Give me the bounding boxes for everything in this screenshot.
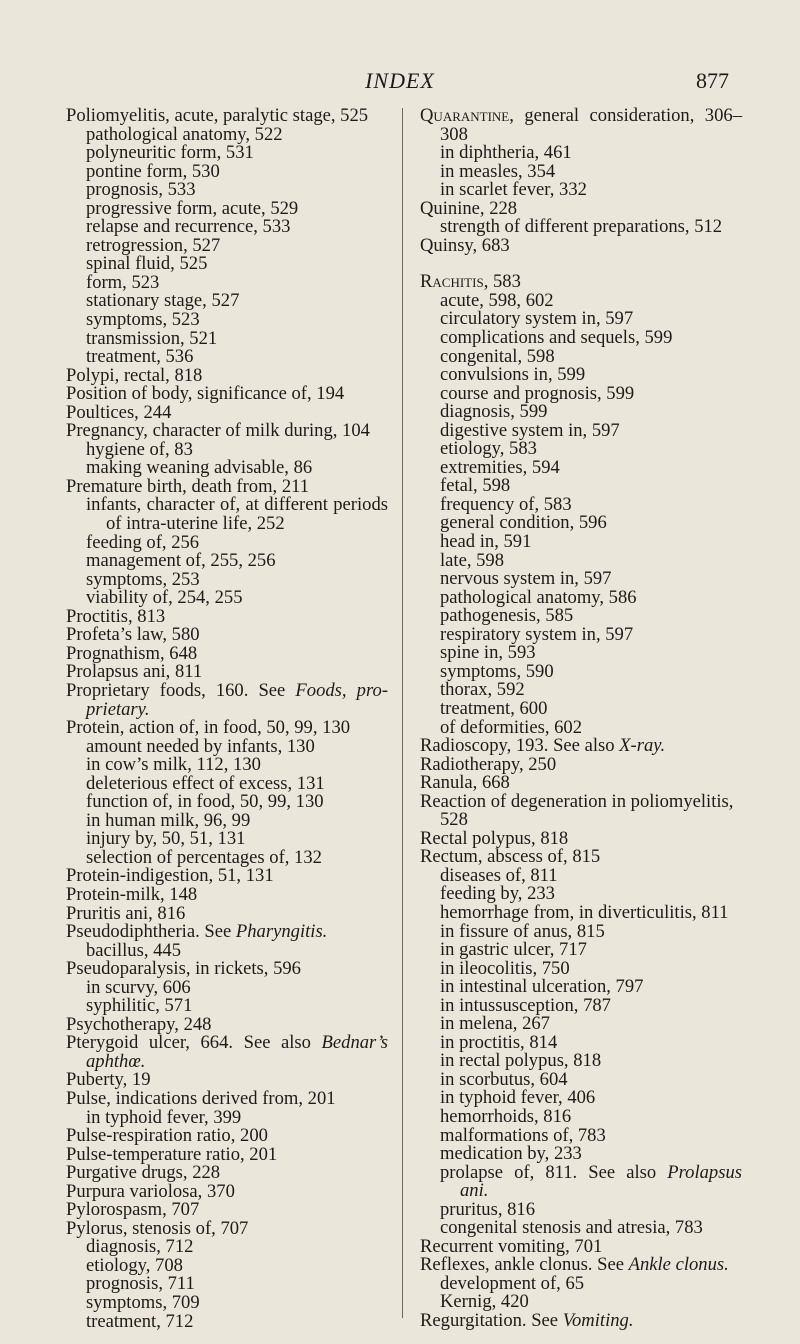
entry-text: , general consideration, 306–308 (440, 105, 742, 145)
entry-text: pruritus, 816 (440, 1198, 536, 1220)
entry-text: Rectal polypus, 818 (420, 827, 569, 849)
entry-text: treatment, 600 (440, 697, 548, 719)
entry-text: medication by, 233 (440, 1143, 582, 1165)
index-column-right (420, 107, 742, 1331)
entry-cross-reference: Vomiting. (562, 1310, 634, 1331)
entry-text: making weaning advisable, 86 (86, 457, 313, 479)
entry-text: Recurrent vomiting, 701 (420, 1235, 603, 1257)
entry-text: retrogression, 527 (86, 234, 221, 256)
entry-text: symptoms, 590 (440, 660, 554, 682)
entry-text: in rectal polypus, 818 (440, 1050, 602, 1072)
entry-heading-word: Rachitis (420, 271, 484, 293)
entry-heading-word: Quarantine (420, 105, 510, 126)
entry-text: in typhoid fever, 399 (86, 1106, 242, 1128)
entry-text: infants, character of, at different periods of intra-uterine life, 252 (86, 494, 388, 535)
entry-text: Radiotherapy, 250 (420, 753, 557, 775)
entry-text: diagnosis, 712 (86, 1236, 194, 1258)
page-header (0, 50, 800, 93)
entry-text: extremities, 594 (440, 456, 560, 478)
entry-text: hemorrhage from, in diverticulitis, 811 (440, 901, 729, 923)
entry-text: etiology, 708 (86, 1254, 183, 1276)
entry-text: Pseudoparalysis, in rickets, 596 (66, 958, 301, 980)
entry-text: Pylorospasm, 707 (66, 1199, 200, 1221)
entry-text: prognosis, 711 (86, 1273, 195, 1295)
entry-text: in typhoid fever, 406 (440, 1087, 596, 1109)
entry-text: in cow’s milk, 112, 130 (86, 754, 261, 776)
index-entry (66, 1310, 388, 1332)
entry-text: prognosis, 533 (86, 179, 196, 201)
entry-text: Protein, action of, in food, 50, 99, 130 (66, 717, 351, 739)
entry-text: deleterious effect of excess, 131 (86, 772, 325, 794)
entry-text: Pterygoid ulcer, 664. See also (66, 1032, 322, 1054)
entry-text: development of, 65 (440, 1272, 585, 1294)
entry-text: digestive system in, 597 (440, 419, 620, 441)
entry-text: in proctitis, 814 (440, 1031, 558, 1053)
entry-text: in scorbutus, 604 (440, 1068, 568, 1090)
entry-text: selection of percentages of, 132 (86, 846, 322, 868)
entry-text: convulsions in, 599 (440, 364, 586, 386)
entry-text: diagnosis, 599 (440, 401, 548, 423)
entry-text: Profeta’s law, 580 (66, 624, 200, 646)
entry-text: in scarlet fever, 332 (440, 179, 587, 201)
index-column-left (66, 107, 388, 1331)
page-number: 877 (696, 68, 729, 93)
entry-text: Pseudodiphtheria. See (66, 921, 236, 943)
entry-text: in measles, 354 (440, 160, 556, 182)
entry-text: management of, 255, 256 (86, 550, 276, 572)
entry-text: feeding by, 233 (440, 883, 555, 905)
entry-cross-reference: Bednar’s aphthœ. (86, 1032, 388, 1072)
entry-text: Reaction of degeneration in poliomyelitis, 528 (420, 790, 734, 831)
entry-text: Kernig, 420 (440, 1291, 529, 1313)
entry-text: Regurgitation. See (420, 1310, 563, 1331)
entry-text: in intussusception, 787 (440, 994, 611, 1016)
entry-text: symptoms, 523 (86, 309, 200, 331)
entry-text: symptoms, 709 (86, 1292, 200, 1313)
entry-text: frequency of, 583 (440, 493, 572, 515)
entry-text: Polypi, rectal, 818 (66, 364, 203, 386)
entry-text: nervous system in, 597 (440, 568, 612, 590)
entry-text: Protein-indigestion, 51, 131 (66, 865, 274, 887)
entry-text: Purpura variolosa, 370 (66, 1180, 235, 1202)
entry-text: transmission, 521 (86, 327, 218, 349)
entry-text: late, 598 (440, 549, 505, 571)
entry-text: Premature birth, death from, 211 (66, 475, 310, 497)
entry-text: pathogenesis, 585 (440, 605, 574, 627)
entry-text: pontine form, 530 (86, 160, 220, 182)
entry-text: head in, 591 (440, 531, 532, 553)
entry-text: in intestinal ulceration, 797 (440, 976, 644, 998)
entry-text: Radioscopy, 193. See also (420, 735, 620, 757)
entry-text: acute, 598, 602 (440, 289, 554, 311)
entry-text: complications and sequels, 599 (440, 327, 673, 349)
index-entry (66, 496, 388, 533)
entry-text: thorax, 592 (440, 679, 525, 701)
entry-text: injury by, 50, 51, 131 (86, 828, 246, 850)
entry-text: congenital stenosis and atresia, 783 (440, 1217, 703, 1239)
entry-text: strength of different preparations, 512 (440, 216, 723, 238)
entry-text: prolapse of, 811. See also (440, 1161, 668, 1183)
index-entry (66, 1034, 388, 1071)
entry-text: spine in, 593 (440, 642, 536, 664)
index-entry (420, 1161, 742, 1202)
entry-text: circulatory system in, 597 (440, 308, 634, 330)
entry-text: pathological anatomy, 522 (86, 123, 283, 145)
entry-text: Prognathism, 648 (66, 642, 198, 664)
entry-text: Purgative drugs, 228 (66, 1162, 221, 1184)
entry-text: form, 523 (86, 271, 160, 293)
column-divider (402, 108, 403, 1318)
index-entry (420, 107, 742, 144)
entry-text: in diphtheria, 461 (440, 142, 572, 164)
entry-text: Pulse-temperature ratio, 201 (66, 1143, 278, 1165)
entry-text: Quinsy, 683 (420, 234, 510, 256)
entry-text: in gastric ulcer, 717 (440, 939, 587, 961)
entry-text: Pregnancy, character of milk during, 104 (66, 420, 370, 442)
entry-text: bacillus, 445 (86, 939, 182, 961)
entry-text: Psychotherapy, 248 (66, 1013, 212, 1035)
entry-text: of deformities, 602 (440, 716, 583, 738)
entry-text: progressive form, acute, 529 (86, 197, 299, 219)
entry-text: Protein-milk, 148 (66, 883, 198, 905)
entry-text: viability of, 254, 255 (86, 587, 243, 609)
entry-text: Rectum, abscess of, 815 (420, 846, 601, 868)
entry-text: fetal, 598 (440, 475, 511, 497)
entry-text: amount needed by infants, 130 (86, 735, 315, 757)
entry-cross-reference: X-ray. (619, 735, 666, 757)
entry-text: in melena, 267 (440, 1013, 550, 1035)
entry-text: function of, in food, 50, 99, 130 (86, 791, 324, 813)
entry-cross-reference: Pharyngitis. (235, 921, 328, 943)
index-entry (66, 679, 389, 720)
entry-text: symptoms, 253 (86, 568, 200, 590)
entry-text: general condition, 596 (440, 512, 607, 534)
entry-cross-reference: Foods, proprietary. (86, 679, 389, 720)
entry-text: Pulse-respiration ratio, 200 (66, 1125, 268, 1147)
entry-text: Pulse, indications derived from, 201 (66, 1087, 336, 1109)
entry-text: treatment, 536 (86, 346, 194, 368)
entry-text: spinal fluid, 525 (86, 253, 208, 275)
entry-text: in human milk, 96, 99 (86, 809, 251, 831)
entry-text: treatment, 712 (86, 1310, 194, 1332)
entry-text: Ranula, 668 (420, 772, 510, 794)
entry-text: Pruritis ani, 816 (66, 902, 186, 924)
entry-text: Proprietary foods, 160. See (66, 679, 296, 701)
entry-text: congenital, 598 (440, 345, 555, 367)
entry-text: stationary stage, 527 (86, 290, 240, 312)
entry-text: Proctitis, 813 (66, 605, 166, 627)
entry-text: in fissure of anus, 815 (440, 920, 605, 942)
entry-text: malformations of, 783 (440, 1124, 606, 1146)
entry-text: course and prognosis, 599 (440, 382, 635, 404)
entry-text: Quinine, 228 (420, 197, 518, 219)
entry-text: diseases of, 811 (440, 864, 558, 886)
entry-text: etiology, 583 (440, 438, 537, 460)
entry-cross-reference: Ankle clonus. (628, 1254, 729, 1276)
page-title: INDEX (365, 68, 435, 93)
entry-text: respiratory system in, 597 (440, 623, 634, 645)
entry-text: polyneuritic form, 531 (86, 142, 254, 164)
entry-text: Poultices, 244 (66, 401, 172, 423)
entry-text: Pylorus, stenosis of, 707 (66, 1217, 249, 1239)
entry-text: syphilitic, 571 (86, 995, 193, 1017)
index-entry (420, 234, 742, 256)
entry-text: relapse and recurrence, 533 (86, 216, 291, 238)
entry-text: Reflexes, ankle clonus. See (420, 1254, 629, 1276)
index-entry (420, 1312, 742, 1331)
entry-text: , 583 (483, 271, 521, 293)
entry-text: in scurvy, 606 (86, 976, 191, 998)
entry-text: in ileocolitis, 750 (440, 957, 570, 979)
entry-text: hemorrhoids, 816 (440, 1105, 572, 1127)
entry-text: feeding of, 256 (86, 531, 200, 553)
entry-text: pathological anatomy, 586 (440, 586, 637, 608)
entry-text: Position of body, significance of, 194 (66, 383, 345, 405)
entry-text: Poliomyelitis, acute, paralytic stage, 525 (66, 105, 369, 126)
entry-text: Prolapsus ani, 811 (66, 661, 203, 683)
entry-cross-reference: Prolapsus ani. (460, 1161, 742, 1202)
entry-text: hygiene of, 83 (86, 438, 193, 460)
entry-text: Puberty, 19 (66, 1069, 151, 1091)
index-entry (420, 790, 742, 831)
